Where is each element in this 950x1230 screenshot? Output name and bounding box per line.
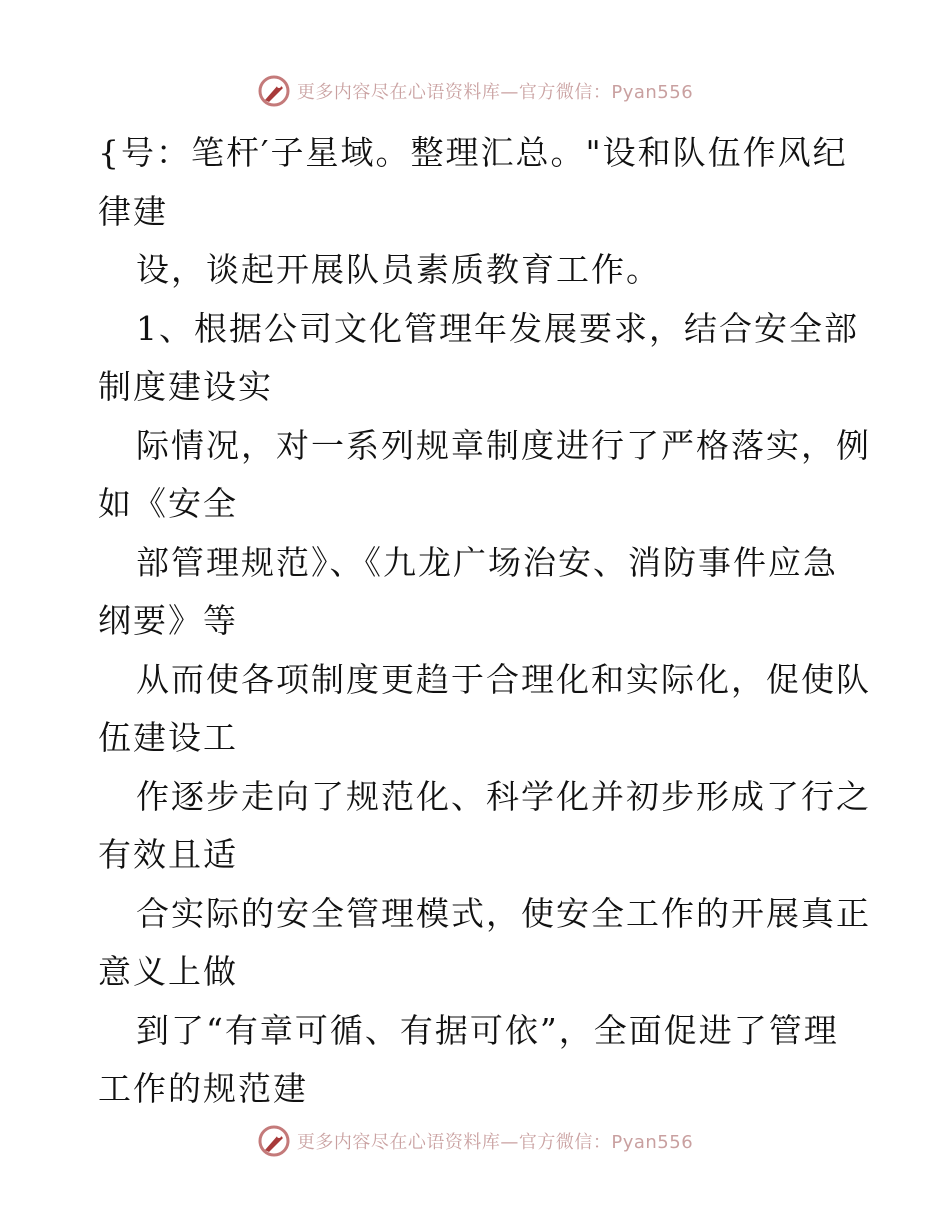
body-line: 到了“有章可循、有据可依”，全面促进了管理 xyxy=(136,1010,839,1050)
body-line: 律建 xyxy=(98,191,168,231)
body-line: 1、根据公司文化管理年发展要求，结合安全部 xyxy=(136,308,859,348)
header-watermark xyxy=(0,74,950,108)
body-line: 际情况，对一系列规章制度进行了严格落实，例 xyxy=(136,425,871,465)
watermark-text xyxy=(297,78,693,104)
body-line: 制度建设实 xyxy=(98,367,273,406)
footer-watermark xyxy=(0,1124,950,1158)
watermark-site-text: 更多内容尽在心语资料库 xyxy=(296,82,501,103)
body-line: 伍建设工 xyxy=(98,718,238,757)
body-line: 意义上做 xyxy=(98,952,238,991)
watermark-dash: — xyxy=(500,1132,519,1153)
watermark-contact: 官方微信：Pyan556 xyxy=(518,82,694,103)
body-line: 工作的规范建 xyxy=(98,1069,308,1108)
body-line: 部管理规范》、《九龙广场治安、消防事件应急 xyxy=(136,542,838,582)
body-line: 作逐步走向了规范化、科学化并初步形成了行之 xyxy=(136,776,871,816)
watermark-dash: — xyxy=(500,82,519,103)
body-line: 如《安全 xyxy=(98,484,238,523)
body-line: 有效且适 xyxy=(98,835,238,874)
pen-nib-logo-icon xyxy=(257,1124,291,1158)
watermark-site-text: 更多内容尽在心语资料库 xyxy=(296,1132,501,1153)
body-line: {号：笔杆′子星域。整理汇总。"设和队伍作风纪 xyxy=(98,133,848,172)
pen-nib-logo-icon xyxy=(257,74,291,108)
body-line: 从而使各项制度更趋于合理化和实际化，促使队 xyxy=(136,659,871,699)
body-line: 设，谈起开展队员素质教育工作。 xyxy=(136,250,661,289)
body-line: 纲要》等 xyxy=(98,601,238,640)
watermark-contact: 官方微信：Pyan556 xyxy=(518,1132,694,1153)
watermark-text xyxy=(297,1128,693,1154)
body-line: 合实际的安全管理模式，使安全工作的开展真正 xyxy=(136,893,871,933)
document-body xyxy=(98,124,871,1119)
